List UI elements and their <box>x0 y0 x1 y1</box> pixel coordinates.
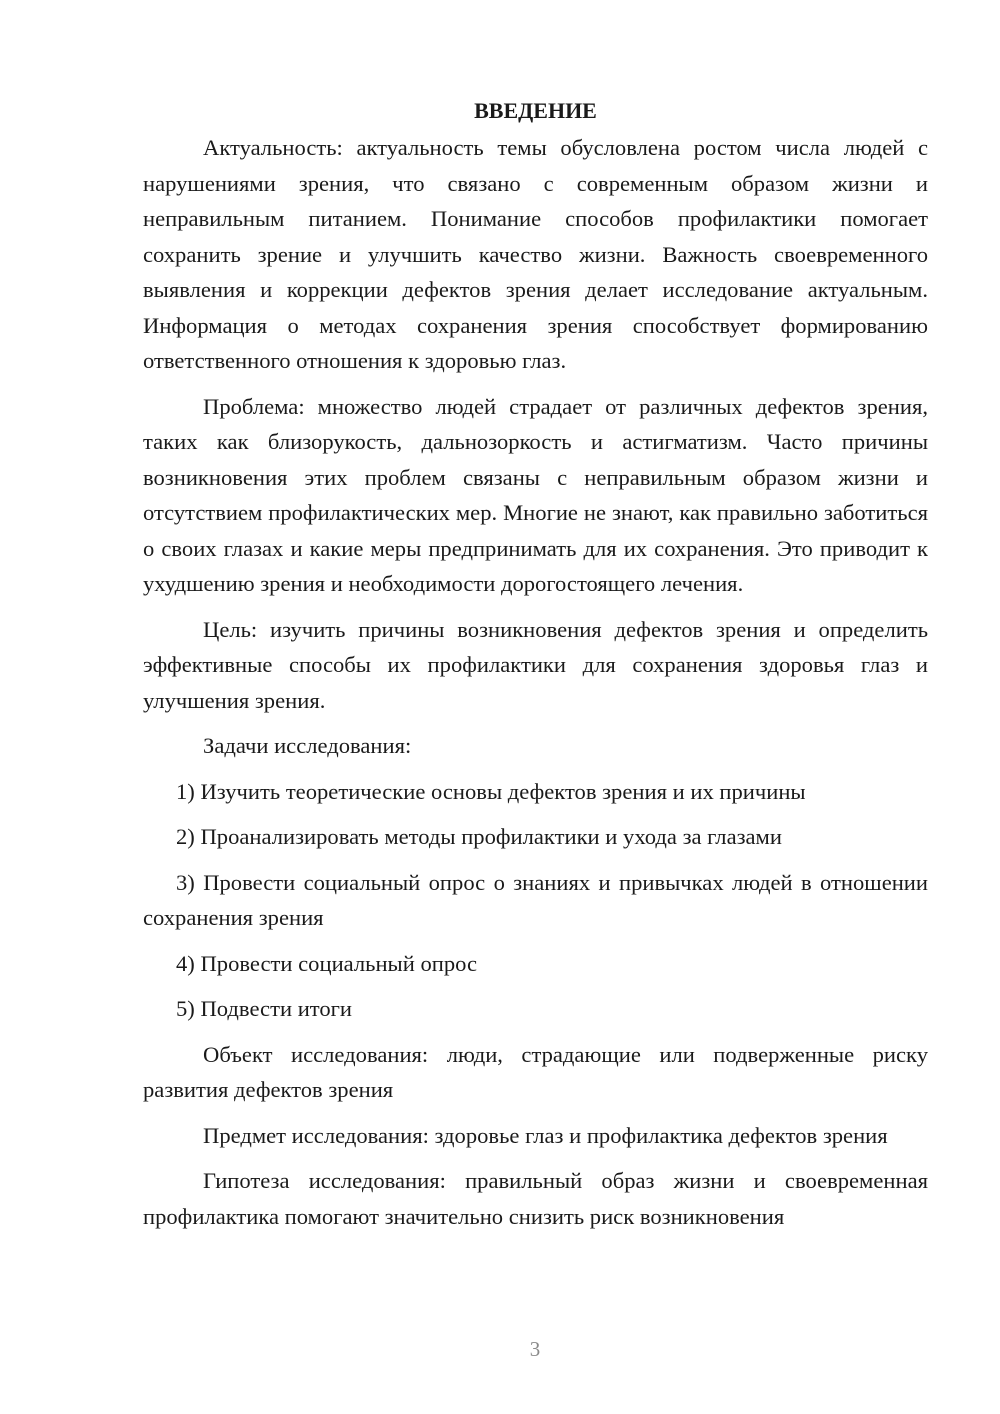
task-item-5: 5) Подвести итоги <box>176 996 353 1021</box>
hypothesis-paragraph: Гипотеза исследования: правильный образ жизни и своевременная профилактика помогают значительно снизить риск возникновения <box>143 1168 928 1229</box>
research-object-paragraph: Объект исследования: люди, страдающие или подверженные риску развития дефектов зрения <box>143 1041 928 1102</box>
task-item-1: 1) Изучить теоретические основы дефектов зрения и их причины <box>176 778 806 804</box>
research-subject-paragraph: Предмет исследования: здоровье глаз и профилактика дефектов зрения <box>203 1122 888 1148</box>
relevance-paragraph: Актуальность: актуальность темы обусловлена ростом числа людей с нарушениями зрения, что связано с современным образом жизни и неправильным питанием. Понимание способов профилактики помогает сохранить зрение и улучшить качество жизни. Важность своевременного выявления и коррекции дефектов зрения делает исследование актуальным. Информация о методах сохранения зрения способствует формированию ответственного отношения к здоровью глаз. <box>143 135 928 373</box>
section-title: ВВЕДЕНИЕ <box>474 98 597 123</box>
page-number: 3 <box>529 1337 541 1361</box>
task-item-3: 3) Провести социальный опрос о знаниях и привычках людей в отношении сохранения зрения <box>143 869 928 930</box>
tasks-label: Задачи исследования: <box>203 733 412 758</box>
goal-paragraph: Цель: изучить причины возникновения дефектов зрения и определить эффективные способы их профилактики для сохранения здоровья глаз и улучшения зрения. <box>143 616 928 713</box>
task-item-2: 2) Проанализировать методы профилактики и ухода за глазами <box>176 824 782 849</box>
page-content <box>143 93 928 1244</box>
task-item-4: 4) Провести социальный опрос <box>176 950 478 976</box>
problem-paragraph: Проблема: множество людей страдает от различных дефектов зрения, таких как близорукость, дальнозоркость и астигматизм. Часто причины возникновения этих проблем связаны с неправильным образом жизни и отсутствием профилактических мер. Многие не знают, как правильно заботиться о своих глазах и какие меры предпринимать для их сохранения. Это приводит к ухудшению зрения и необходимости дорогостоящего лечения. <box>143 393 928 596</box>
